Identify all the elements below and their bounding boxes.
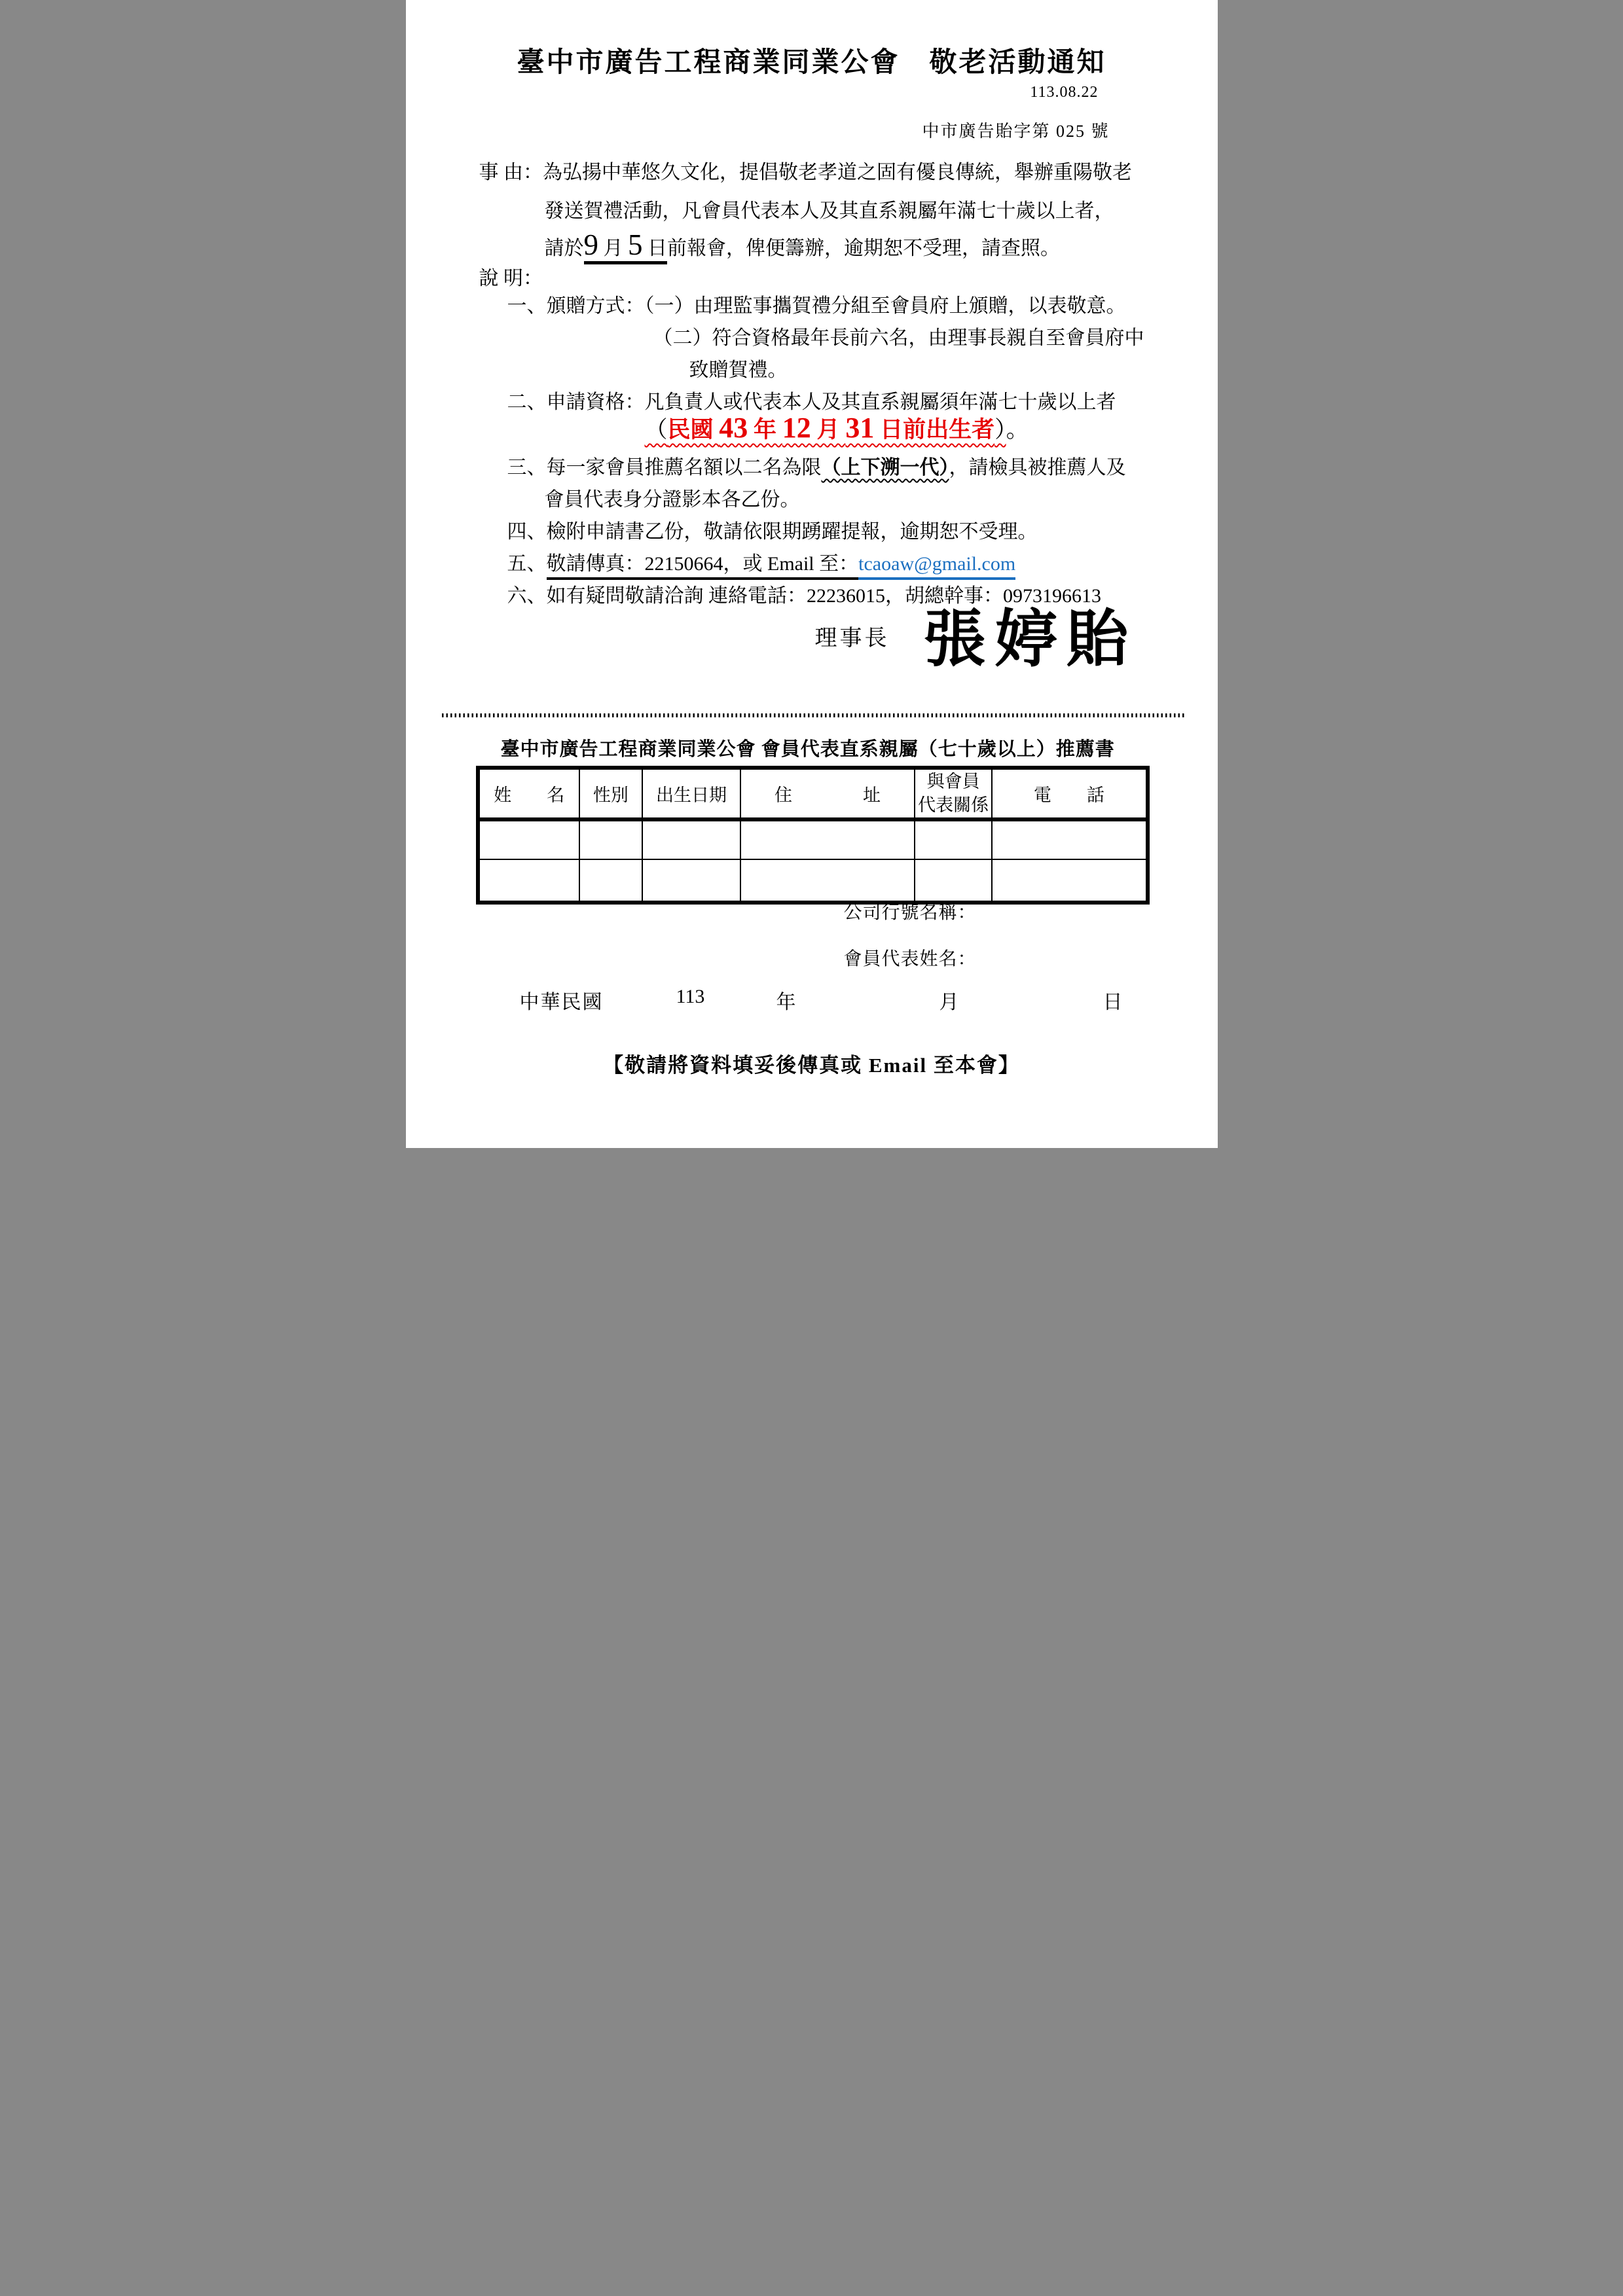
year-unit: 年 <box>776 992 796 1013</box>
cell-gender-2[interactable] <box>579 859 642 903</box>
day-unit: 日 <box>1103 992 1123 1013</box>
year-value: 113 <box>676 986 705 1007</box>
birthdate-red-text: 民國 <box>667 417 720 442</box>
generation-emphasis: （上下溯一代） <box>821 457 949 478</box>
table-row <box>478 859 1148 903</box>
col-header-gender: 性別 <box>579 768 642 819</box>
cell-name-1[interactable] <box>478 819 579 859</box>
recommendation-table <box>476 766 1150 905</box>
fax-underlined-text: 敬請傳真：22150664，或 Email 至： <box>547 553 859 580</box>
subject-line-1: 事 由：為弘揚中華悠久文化，提倡敬老孝道之固有優良傳統，舉辦重陽敬老 <box>479 162 1132 183</box>
cell-name-2[interactable] <box>478 859 579 903</box>
document-date: 113.08.22 <box>1030 84 1099 101</box>
email-link[interactable]: tcaoaw@gmail.com <box>858 553 1015 580</box>
chairman-signature: 張婷貽 <box>923 605 1138 674</box>
cell-phone-2[interactable] <box>992 859 1147 903</box>
deadline-underline: 9 月 5 日 <box>584 238 668 264</box>
month-unit: 月 <box>939 992 959 1013</box>
explanation-item-5: 五、敬請傳真：22150664，或 Email 至：tcaoaw@gmail.com <box>507 547 1016 576</box>
explanation-item-6: 六、如有疑問敬請洽詢 連絡電話：22236015，胡總幹事：0973196613 <box>507 585 1101 607</box>
table-header-row <box>478 768 1148 819</box>
explanation-label: 說 明： <box>479 268 543 289</box>
cell-birth-1[interactable] <box>642 819 740 859</box>
cell-relation-2[interactable] <box>915 859 993 903</box>
col-header-phone: 電 話 <box>992 768 1147 819</box>
explanation-item-1-line-3: 致贈賀禮。 <box>689 359 788 381</box>
col-header-name: 姓 名 <box>478 768 579 819</box>
col-header-address: 住 址 <box>740 768 915 819</box>
recommendation-form-title: 臺中市廣告工程商業同業公會 會員代表直系親屬（七十歲以上）推薦書 <box>500 739 1115 760</box>
explanation-item-4: 四、檢附申請書乙份，敬請依限期踴躍提報，逾期恕不受理。 <box>507 521 1038 543</box>
table-row <box>478 819 1148 859</box>
notice-document <box>406 0 1218 1148</box>
cell-gender-1[interactable] <box>579 819 642 859</box>
date-fill-line <box>406 986 1218 1012</box>
explanation-item-2-birthdate: （民國 43 年 12 月 31 日前出生者）。 <box>644 412 1029 444</box>
explanation-item-3-line-2: 會員代表身分證影本各乙份。 <box>544 489 800 511</box>
cell-phone-1[interactable] <box>992 819 1147 859</box>
reference-number: 中市廣告貽字第 025 號 <box>922 122 1110 141</box>
explanation-item-1-line-2: （二）符合資格最年長前六名，由理事長親自至會員府中 <box>653 327 1144 349</box>
signature-block <box>815 607 1138 673</box>
explanation-item-2-line-1: 二、申請資格：凡負責人或代表本人及其直系親屬須年滿七十歲以上者 <box>507 391 1116 413</box>
cell-address-2[interactable] <box>740 859 915 903</box>
col-header-birth: 出生日期 <box>642 768 740 819</box>
chairman-title: 理事長 <box>814 626 890 651</box>
dotted-separator <box>442 713 1185 717</box>
cell-relation-1[interactable] <box>915 819 993 859</box>
subject-label: 事 由： <box>479 162 543 183</box>
explanation-item-1-line-1: 一、頒贈方式：（一）由理監事攜賀禮分組至會員府上頒贈，以表敬意。 <box>507 295 1126 317</box>
page-title: 臺中市廣告工程商業同業公會 敬老活動通知 <box>517 48 1106 78</box>
era-label: 中華民國 <box>519 992 604 1013</box>
company-name-label: 公司行號名稱： <box>843 903 977 923</box>
cell-birth-2[interactable] <box>642 859 740 903</box>
col-header-relation: 與會員 代表關係 <box>915 768 993 819</box>
subject-line-2: 發送賀禮活動，凡會員代表本人及其直系親屬年滿七十歲以上者， <box>544 200 1114 222</box>
explanation-item-3-line-1: 三、每一家會員推薦名額以二名為限（上下溯一代），請檢具被推薦人及 <box>507 457 1126 478</box>
member-name-label: 會員代表姓名： <box>843 949 977 969</box>
cell-address-1[interactable] <box>740 819 915 859</box>
bottom-note: 【敬請將資料填妥後傳真或 Email 至本會】 <box>603 1054 1020 1077</box>
birthdate-wavy-underline: （民國 43 年 12 月 31 日前出生者） <box>644 412 1006 444</box>
subject-line-3: 請於9 月 5 日前報會，俾便籌辦，逾期恕不受理，請查照。 <box>545 228 1061 262</box>
